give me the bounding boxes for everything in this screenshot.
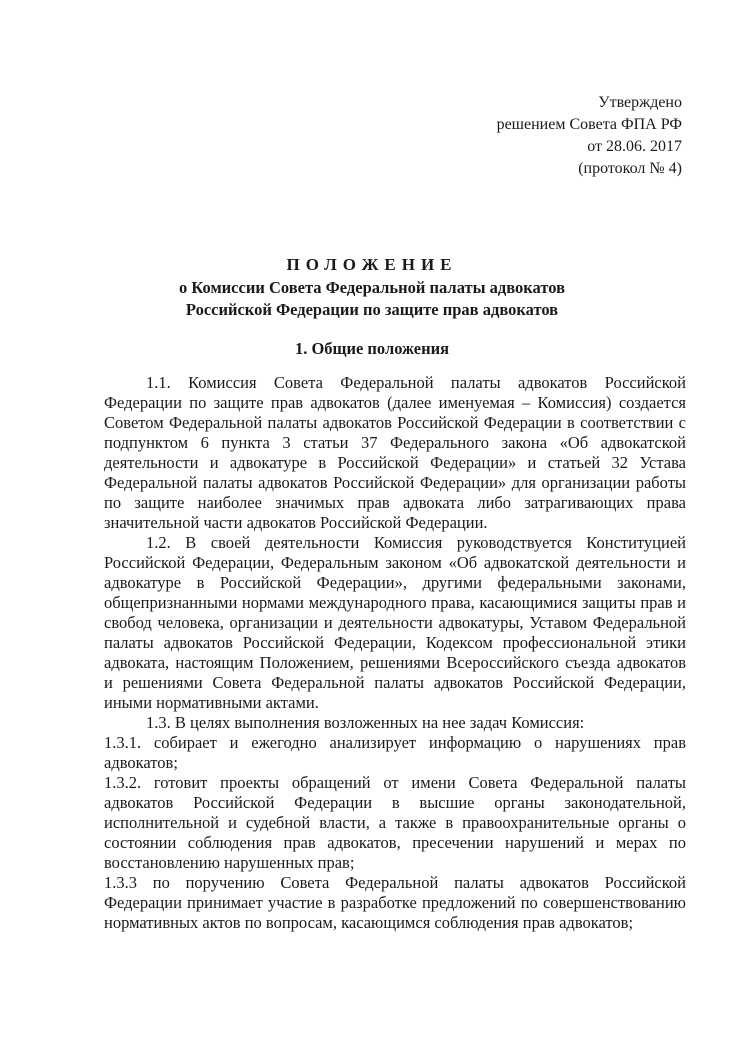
document-subtitle-1: о Комиссии Совета Федеральной палаты адвокатов	[178, 278, 565, 297]
approval-protocol: (протокол № 4)	[578, 160, 682, 177]
approval-line-1: Утверждено	[598, 94, 682, 111]
approval-date: от 28.06. 2017	[587, 138, 682, 155]
paragraph-1-1: 1.1. Комиссия Совета Федеральной палаты адвокатов Российской Федерации по защите прав адвокатов (далее именуемая – Комиссия) создается Советом Федеральной палаты адвокатов Российской Федерации в соответствии с подпунктом 6 пункта 3 статьи 37 Федерального закона «Об адвокатской деятельности и адвокатуре в Российской Федерации» и статьей 32 Устава Федеральной палаты адвокатов Российской Федерации» для организации работы по защите наиболее значимых прав адвоката либо затрагивающих права значительной части адвокатов Российской Федерации.	[104, 373, 686, 532]
paragraph-1-3-1: 1.3.1. собирает и ежегодно анализирует информацию о нарушениях прав адвокатов;	[104, 733, 686, 772]
paragraph-1-2: 1.2. В своей деятельности Комиссия руководствуется Конституцией Российской Федерации, Федеральным законом «Об адвокатской деятельности и адвокатуре в Российской Федерации», другими федеральными законами, общепризнанными нормами международного права, касающимися защиты прав и свобод человека, организации и деятельности адвокатуры, Уставом Федеральной палаты адвокатов Российской Федерации, Кодексом профессиональной этики адвоката, настоящим Положением, решениями Всероссийского съезда адвокатов и решениями Совета Федеральной палаты адвокатов Российской Федерации, иными нормативными актами.	[104, 533, 686, 712]
document-title: ПОЛОЖЕНИЕ	[286, 255, 458, 274]
document-subtitle-2: Российской Федерации по защите прав адвокатов	[185, 300, 559, 319]
paragraph-1-3-2: 1.3.2. готовит проекты обращений от имени Совета Федеральной палаты адвокатов Российской Федерации в высшие органы законодательной, исполнительной и судебной власти, а также в правоохранительные органы о состоянии соблюдения прав адвокатов, пресечении нарушений и мерах по восстановлению нарушенных прав;	[104, 773, 686, 872]
document-heading	[0, 253, 744, 321]
document-body	[104, 373, 686, 933]
section-1-title: 1. Общие положения	[294, 339, 450, 358]
approval-stamp	[497, 92, 682, 180]
approval-line-2: решением Совета ФПА РФ	[496, 116, 682, 133]
paragraph-1-3: 1.3. В целях выполнения возложенных на нее задач Комиссия:	[146, 713, 585, 732]
paragraph-1-3-3: 1.3.3 по поручению Совета Федеральной палаты адвокатов Российской Федерации принимает участие в разработке предложений по совершенствованию нормативных актов по вопросам, касающимся соблюдения прав адвокатов;	[104, 873, 686, 932]
